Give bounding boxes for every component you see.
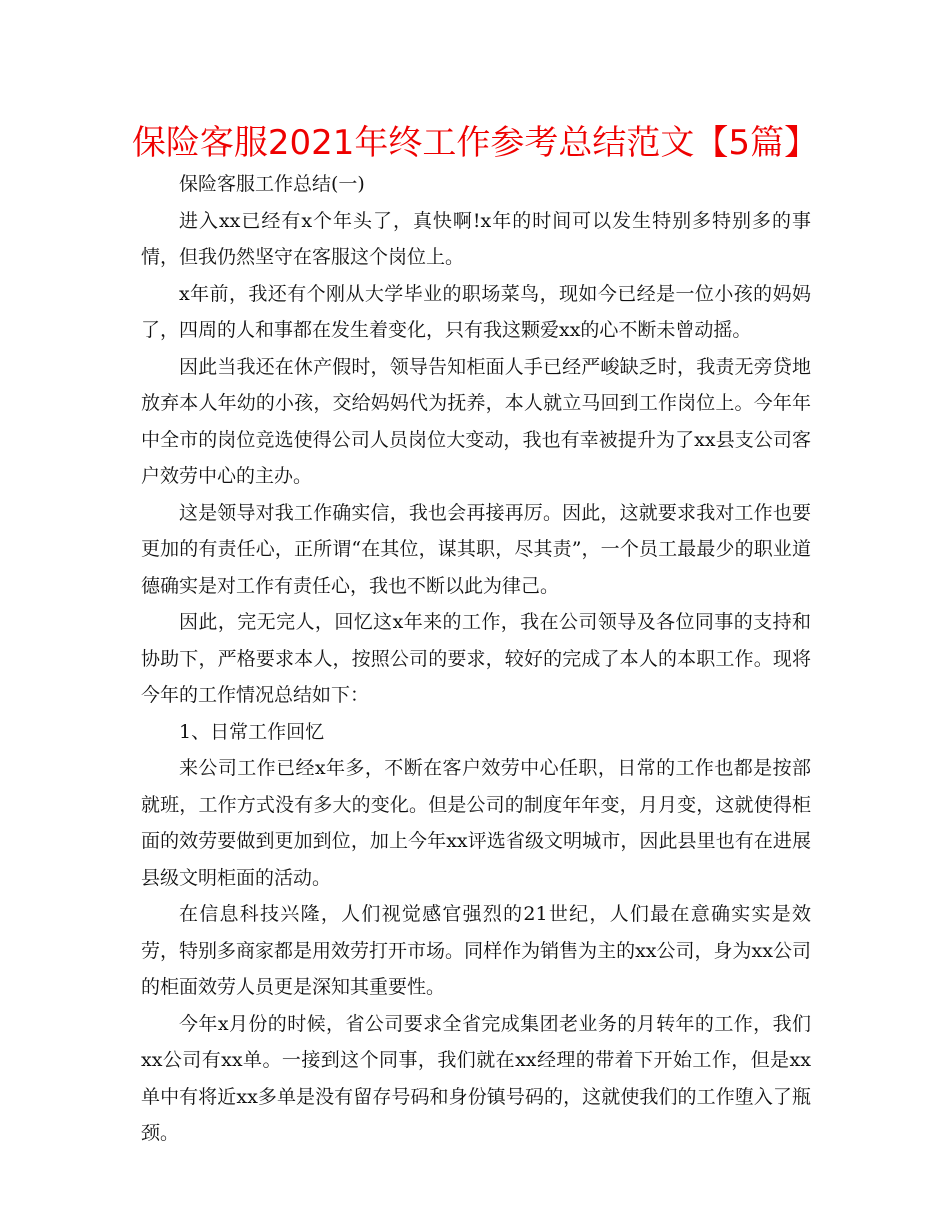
paragraph: 进入xx已经有x个年头了，真快啊!x年的时间可以发生特别多特别多的事情，但我仍然坚守在客服这个岗位上。 bbox=[141, 209, 811, 268]
paragraph: 因此，完无完人，回忆这x年来的工作，我在公司领导及各位同事的支持和协助下，严格要求本人，按照公司的要求，较好的完成了本人的本职工作。现将今年的工作情况总结如下： bbox=[141, 611, 811, 706]
paragraph: x年前，我还有个刚从大学毕业的职场菜鸟，现如今已经是一位小孩的妈妈了，四周的人和事都在发生着变化，只有我这颗爱xx的心不断未曾动摇。 bbox=[141, 282, 811, 341]
paragraph: 这是领导对我工作确实信，我也会再接再厉。因此，这就要求我对工作也要更加的有责任心，正所谓“在其位，谋其职，尽其责”，一个员工最最少的职业道德确实是对工作有责任心，我也不断以此为律己。 bbox=[141, 501, 811, 597]
paragraph: 因此当我还在休产假时，领导告知柜面人手已经严峻缺乏时，我责无旁贷地放弃本人年幼的小孩，交给妈妈代为抚养，本人就立马回到工作岗位上。今年年中全市的岗位竞选使得公司人员岗位大变动，我也有幸被提升为了xx县支公司客户效劳中心的主办。 bbox=[141, 355, 811, 487]
document-body bbox=[141, 166, 811, 1152]
subsection-heading: 1、日常工作回忆 bbox=[179, 720, 325, 743]
paragraph: 今年x月份的时候，省公司要求全省完成集团老业务的月转年的工作，我们xx公司有xx单。一接到这个同事，我们就在xx经理的带着下开始工作，但是xx单中有将近xx多单是没有留存号码和身份镇号码的，这就使我们的工作堕入了瓶颈。 bbox=[141, 1012, 811, 1144]
section-heading: 保险客服工作总结(一) bbox=[179, 173, 365, 195]
paragraph: 来公司工作已经x年多，不断在客户效劳中心任职，日常的工作也都是按部就班，工作方式没有多大的变化。但是公司的制度年年变，月月变，这就使得柜面的效劳要做到更加到位，加上今年xx评选省级文明城市，因此县里也有在进展县级文明柜面的活动。 bbox=[141, 757, 811, 889]
document-title: 保险客服2021年终工作参考总结范文【5篇】 bbox=[131, 123, 819, 163]
paragraph: 在信息科技兴隆，人们视觉感官强烈的21世纪，人们最在意确实实是效劳，特别多商家都是用效劳打开市场。同样作为销售为主的xx公司，身为xx公司的柜面效劳人员更是深知其重要性。 bbox=[141, 903, 811, 998]
